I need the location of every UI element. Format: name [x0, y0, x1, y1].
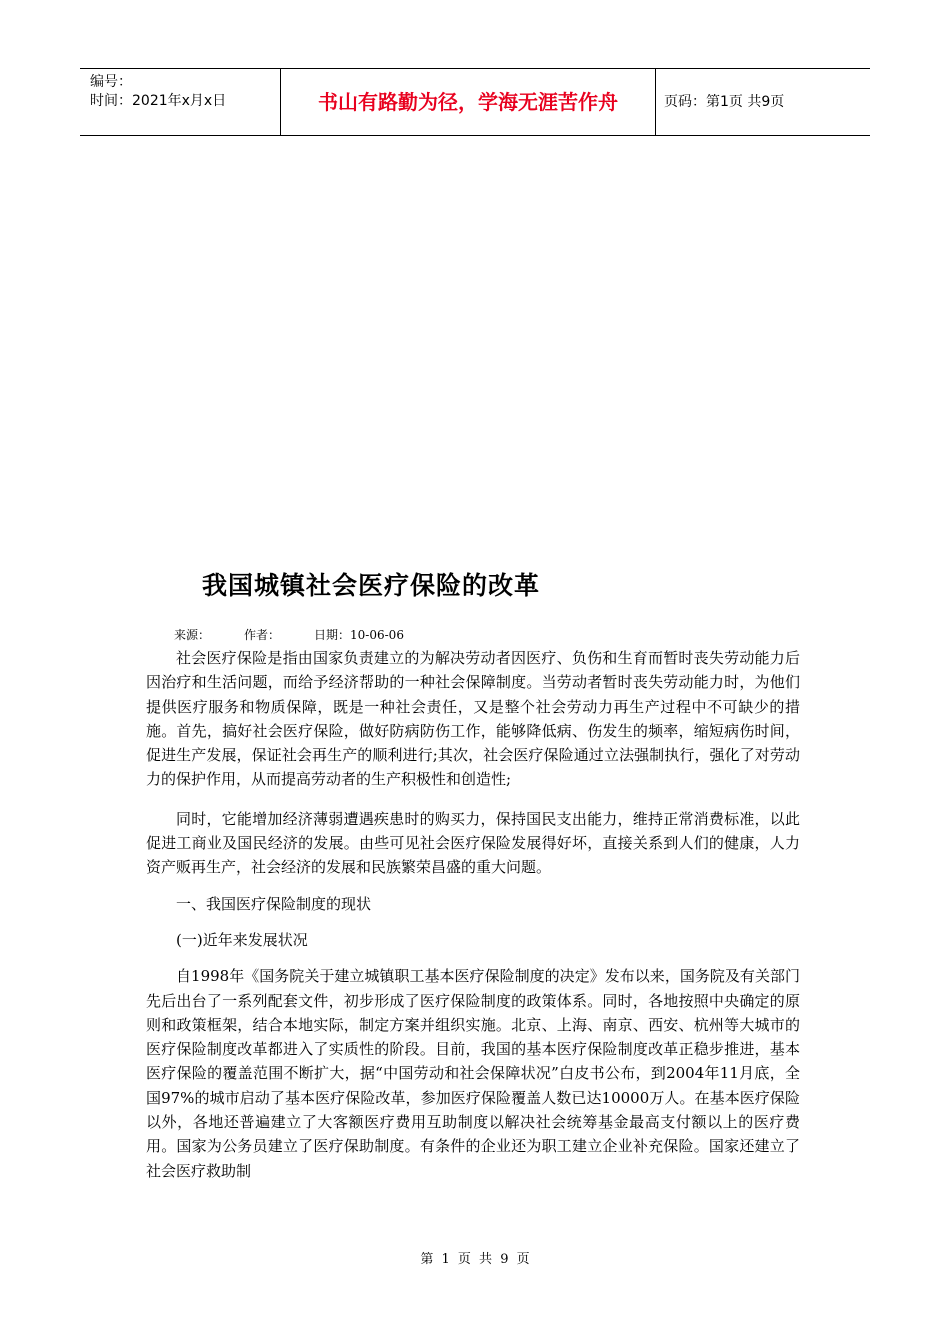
document-body — [146, 646, 800, 1183]
meta-date: 日期：10-06-06 — [314, 628, 404, 642]
paragraph: 同时，它能增加经济薄弱遭遇疾患时的购买力，保持国民支出能力，维持正常消费标准，以此促进工商业及国民经济的发展。由些可见社会医疗保险发展得好坏，直接关系到人们的健康，人力资产贩再生产，社会经济的发展和民族繁荣昌盛的重大问题。 — [146, 809, 800, 877]
paragraph: 自1998年《国务院关于建立城镇职工基本医疗保险制度的决定》发布以来，国务院及有关部门先后出台了一系列配套文件，初步形成了医疗保险制度的政策体系。同时，各地按照中央确定的原则和政策框架，结合本地实际，制定方案并组织实施。北京、上海、南京、西安、杭州等大城市的医疗保险制度改革都进入了实质性的阶段。目前，我国的基本医疗保险制度改革正稳步推进，基本医疗保险的覆盖范围不断扩大，据“中国劳动和社会保障状况”白皮书公布，到2004年11月底，全国97%的城市启动了基本医疗保险改革，参加医疗保险覆盖人数已达10000万人。在基本医疗保险以外，各地还普遍建立了大客额医疗费用互助制度以解决社会统筹基金最高支付额以上的医疗费用。国家为公务员建立了医疗保助制度。有条件的企业还为职工建立企业补充保险。国家还建立了社会医疗救助制 — [146, 967, 800, 1180]
subsection-heading: (一)近年来发展状况 — [176, 930, 308, 949]
paragraph: 社会医疗保险是指由国家负责建立的为解决劳动者因医疗、负伤和生育而暂时丧失劳动能力后因治疗和生活问题，而给予经济帮助的一种社会保障制度。当劳动者暂时丧失劳动能力时，为他们提供医疗服务和物质保障，既是一种社会责任，又是整个社会劳动力再生产过程中不可缺少的措施。首先，搞好社会医疗保险，做好防病防伤工作，能够降低病、伤发生的频率，缩短病伤时间，促进生产发展，保证社会再生产的顺利进行;其次，社会医疗保险通过立法强制执行，强化了对劳动力的保护作用，从而提高劳动者的生产积极性和创造性; — [146, 649, 800, 789]
time-label: 时间：2021年x月x日 — [90, 93, 227, 109]
meta-author: 作者： — [244, 628, 281, 642]
document-title: 我国城镇社会医疗保险的改革 — [202, 571, 541, 600]
number-label: 编号： — [90, 74, 132, 90]
page-footer: 第 1 页 共 9 页 — [420, 1252, 530, 1267]
header-motto: 书山有路勤为径，学海无涯苦作舟 — [280, 69, 656, 135]
document-meta — [174, 626, 438, 643]
header-table — [80, 68, 870, 136]
meta-source: 来源： — [174, 628, 211, 642]
section-heading: 一、我国医疗保险制度的现状 — [176, 894, 372, 913]
header-page-code: 页码：第1页 共9页 — [664, 94, 785, 110]
header-info-cell — [80, 69, 280, 135]
